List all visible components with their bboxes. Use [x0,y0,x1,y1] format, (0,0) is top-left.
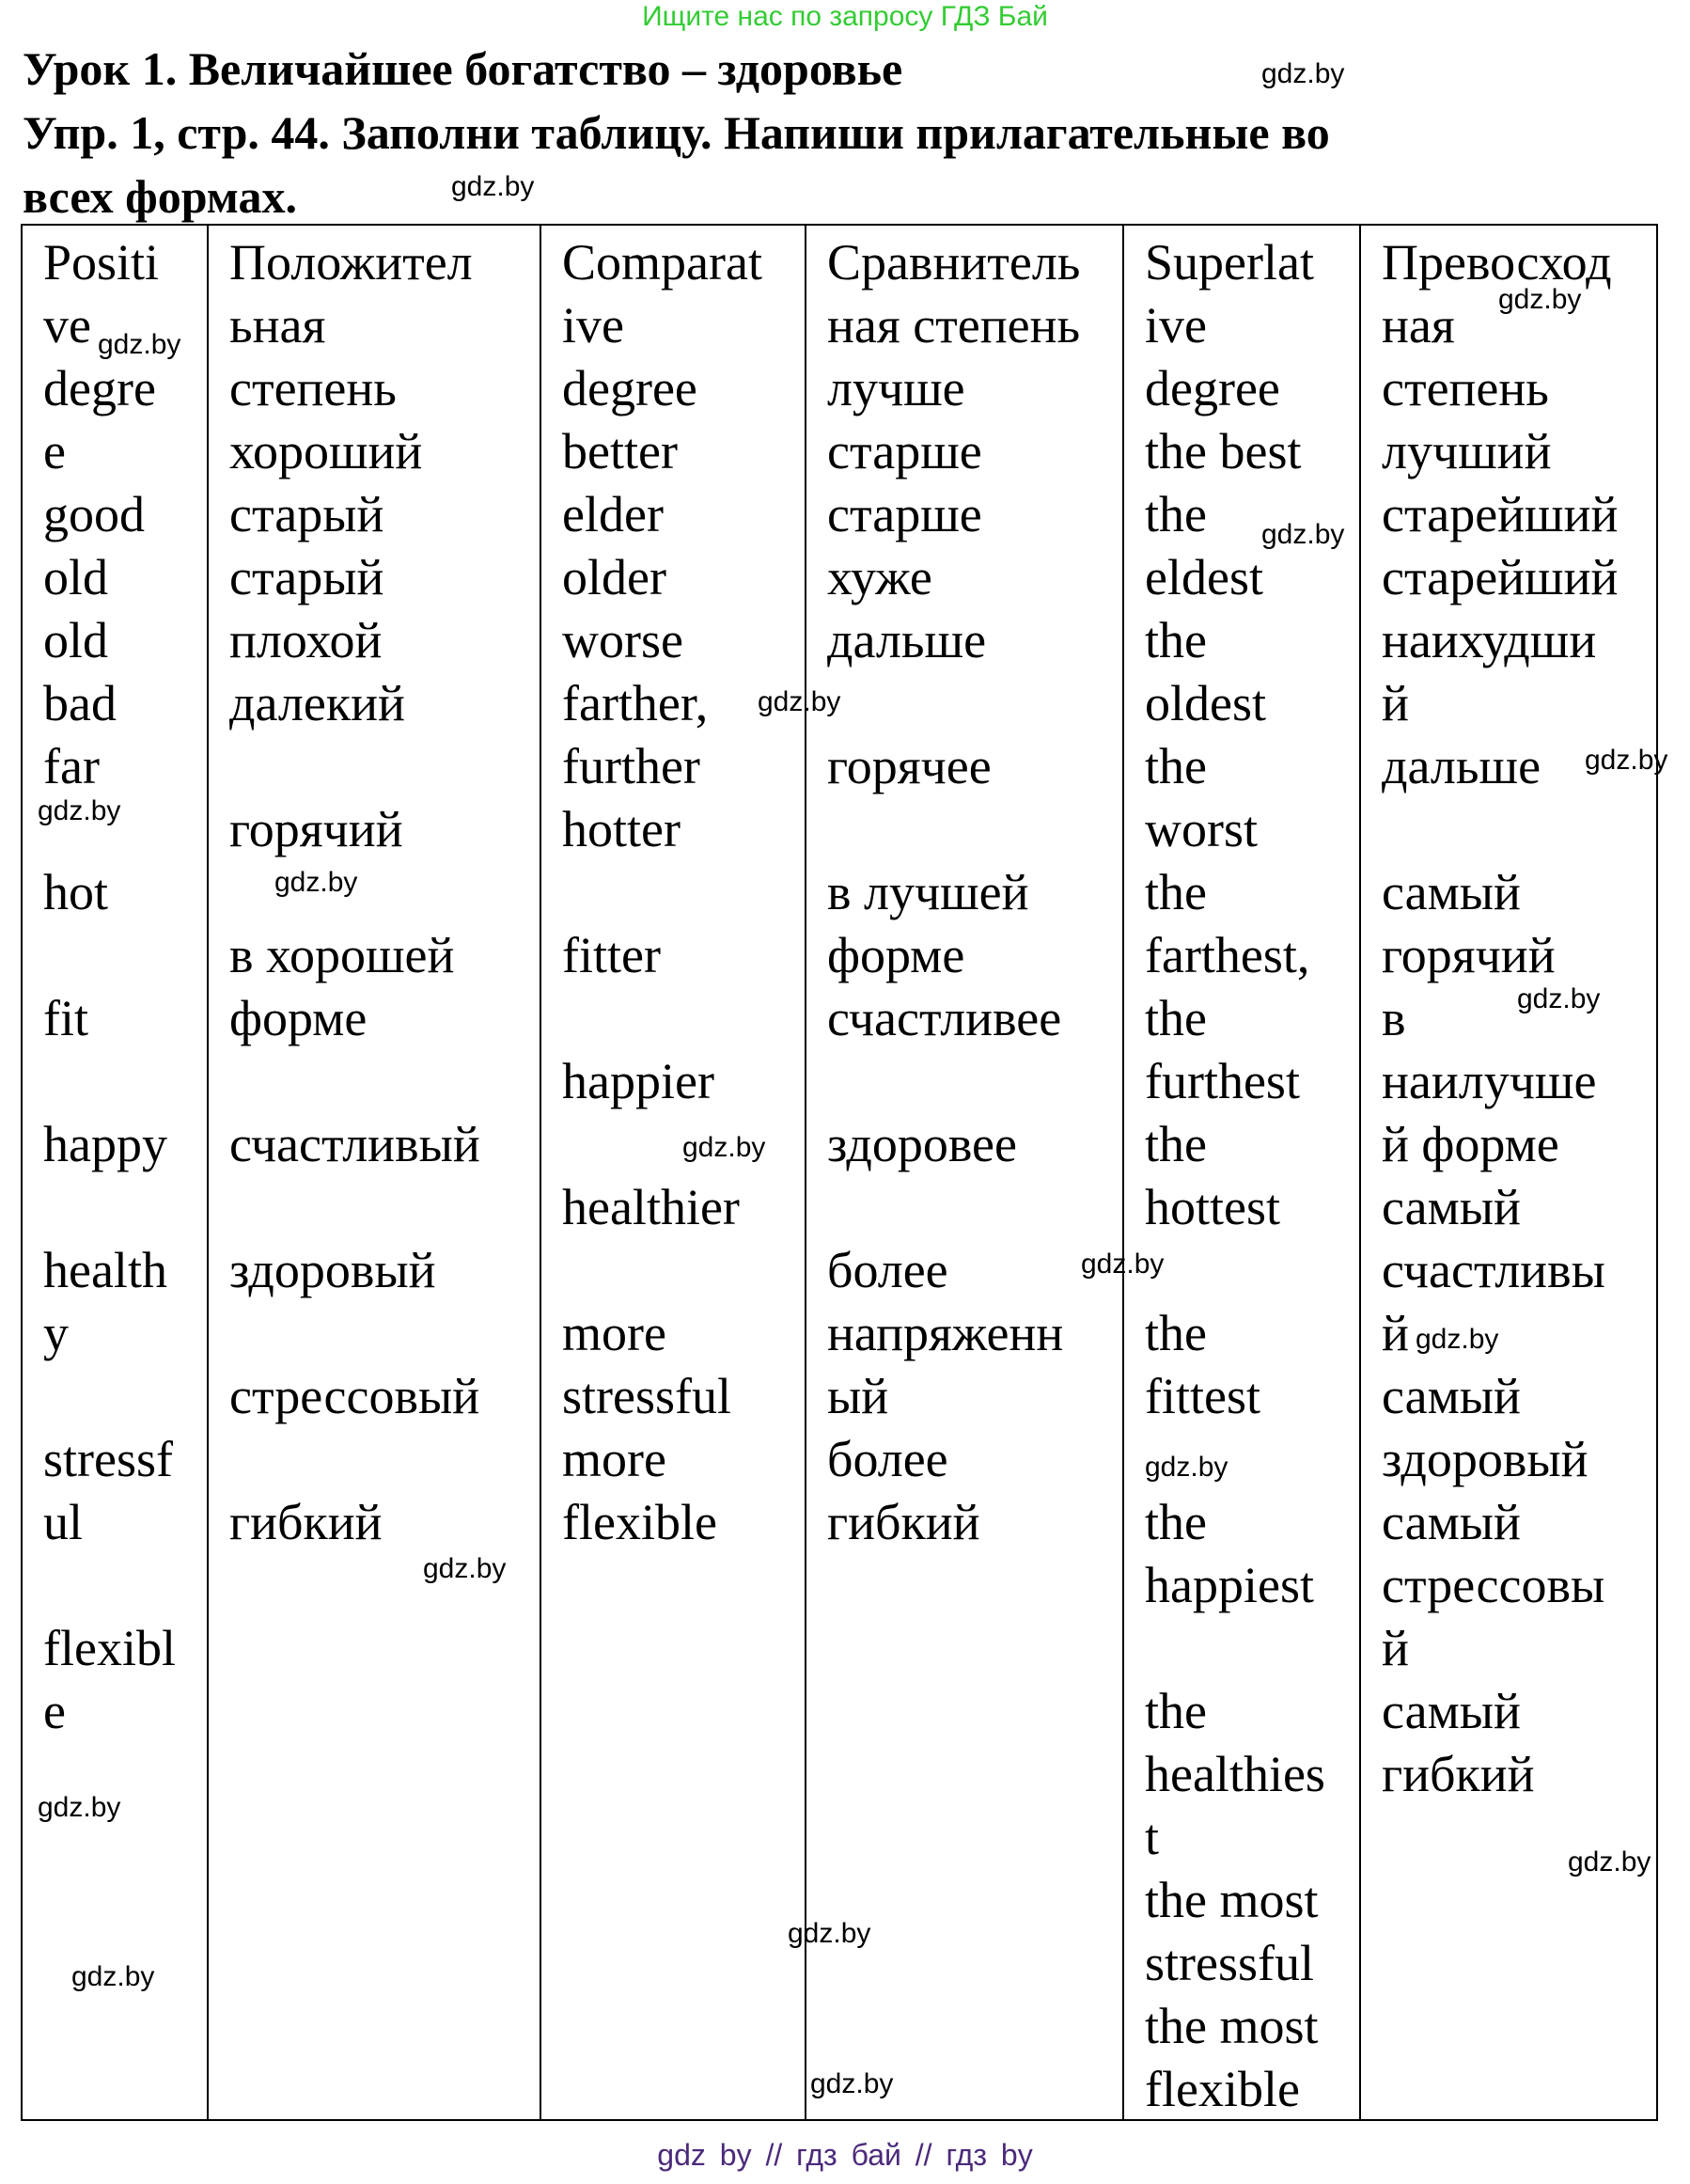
watermark: gdz.by [758,686,841,717]
watermark: gdz.by [38,795,121,826]
column-divider [1359,226,1361,2119]
footer-links: gdz by // гдз бай // гдз by [657,2138,1033,2172]
watermark: gdz.by [38,1792,121,1823]
watermark: gdz.by [1517,983,1601,1014]
watermark: gdz.by [810,2068,894,2099]
watermark: gdz.by [1261,519,1345,550]
watermark: gdz.by [1261,58,1345,89]
watermark: gdz.by [1416,1324,1499,1355]
watermark: gdz.by [788,1918,871,1949]
column-superlative-degree-ru: Превосход ная степень лучший старейший старейший наихудши й дальше самый горячий в наилучше й форме самый счастливы й самый здоровый самый стрессовы й самый гибкий [1382,234,1619,1802]
watermark: gdz.by [1145,1452,1228,1483]
watermark: gdz.by [1081,1249,1165,1280]
column-divider [1122,226,1124,2119]
watermark: gdz.by [1498,284,1582,315]
watermark: gdz.by [274,867,358,898]
watermark: gdz.by [1585,745,1668,776]
watermark: gdz.by [71,1961,155,1992]
column-divider [540,226,541,2119]
column-comparative-degree: Comparat ive degree better elder older worse farther, further hotter fitter happier healthier more stressful more flexible [562,234,762,1550]
lesson-title: Урок 1. Величайшее богатство – здоровье [23,42,903,95]
column-positive-degree: Positi ve degre e good old old bad far hot fit happy health y stressf ul flexibl e [43,234,176,1739]
exercise-title: Упр. 1, стр. 44. Заполни таблицу. Напиши прилагательные во [23,106,1330,159]
adjectives-table [21,224,1658,2121]
top-banner: Ищите нас по запросу ГДЗ Бай [642,1,1048,32]
exercise-title-cont: всех формах. [23,170,297,223]
watermark: gdz.by [451,171,535,202]
watermark: gdz.by [98,329,181,360]
column-superlative-degree: Superlat ive degree the best the eldest the oldest the worst the farthest, the furthest the hottest the fittest the happiest the healthies t the most stressful the most flexible [1145,234,1325,2117]
column-divider [207,226,209,2119]
watermark: gdz.by [1568,1846,1651,1878]
column-comparative-degree-ru: Сравнитель ная степень лучше старше старше хуже дальше горячее в лучшей форме счастливее здоровее более напряженн ый более гибкий [827,234,1081,1550]
watermark: gdz.by [423,1553,507,1584]
column-divider [805,226,806,2119]
column-positive-degree-ru: Положител ьная степень хороший старый старый плохой далекий горячий в хорошей форме счастливый здоровый стрессовый гибкий [229,234,480,1550]
watermark: gdz.by [682,1132,766,1163]
